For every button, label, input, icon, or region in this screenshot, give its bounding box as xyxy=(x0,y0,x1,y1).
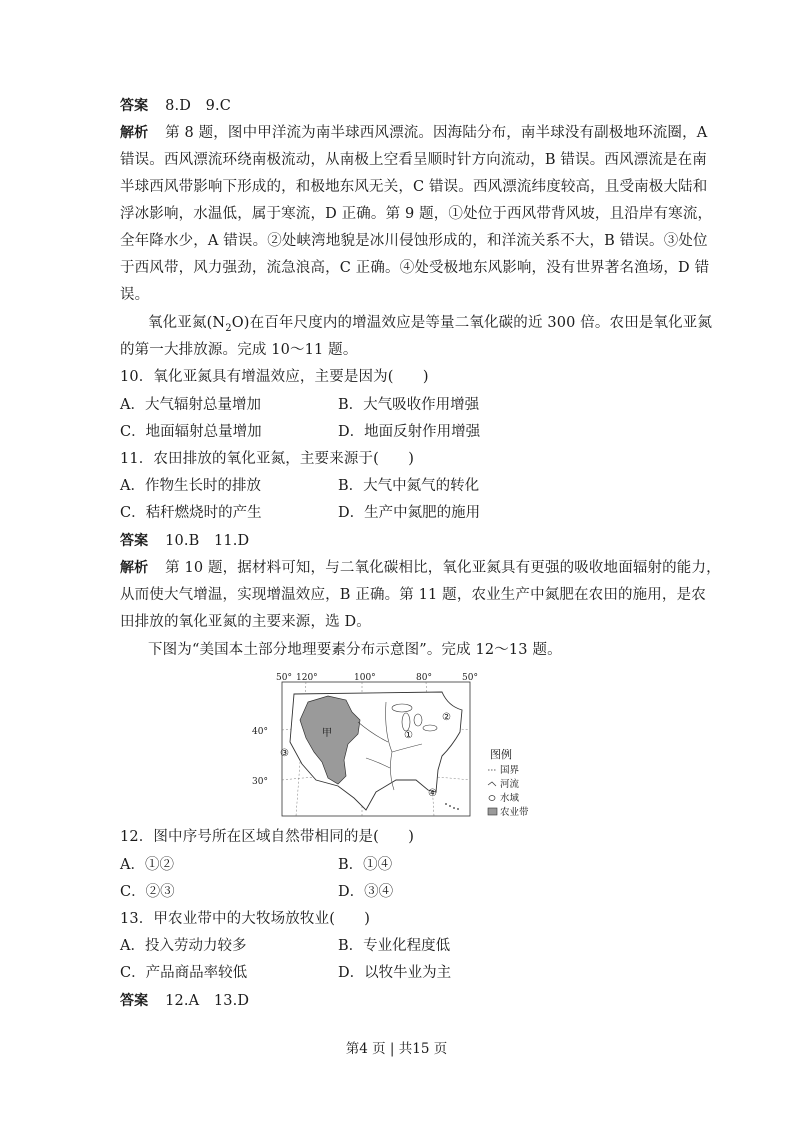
answer-label: 答案 xyxy=(120,98,149,114)
legend-item: 国界 xyxy=(500,765,520,776)
marker-1: ① xyxy=(404,730,413,741)
option-a[interactable]: A．投入劳动力较多 xyxy=(120,938,247,954)
option-a[interactable]: A．①② xyxy=(120,857,174,873)
question-stem: 13．甲农业带中的大牧场放牧业( ) xyxy=(120,911,371,927)
answer-value: 12.A 13.D xyxy=(165,993,250,1009)
option-b[interactable]: B．大气吸收作用增强 xyxy=(338,397,480,413)
analysis-text: 第 8 题，图中甲洋流为南半球西风漂流。因海陆分布，南半球没有副极地环流圈，A xyxy=(165,125,708,141)
analysis-line: 误。 xyxy=(120,287,150,303)
answer-line-10-11 xyxy=(120,531,680,551)
legend-item: 河流 xyxy=(500,779,520,790)
marker-4: ④ xyxy=(428,788,437,799)
answer-value: 10.B 11.D xyxy=(165,533,250,549)
material-intro xyxy=(148,313,713,339)
analysis-line: 全年降水少，A 错误。②处峡湾地貌是冰川侵蚀形成的，和洋流关系不大，B 错误。③处位 xyxy=(120,233,708,249)
lat-label: 30° xyxy=(252,777,268,787)
figure-intro: 下图为“美国本土部分地理要素分布示意图”。完成 12～13 题。 xyxy=(148,642,562,658)
lon-label: 50° xyxy=(462,673,478,683)
option-d[interactable]: D．地面反射作用增强 xyxy=(338,424,481,440)
option-b[interactable]: B．大气中氮气的转化 xyxy=(338,478,480,494)
option-c[interactable]: C．②③ xyxy=(120,884,175,900)
marker-2: ② xyxy=(442,712,451,723)
option-c[interactable]: C．产品商品率较低 xyxy=(120,965,248,981)
analysis-label: 解析 xyxy=(120,560,149,576)
lon-label: 50° xyxy=(276,673,292,683)
intro-text: 氧化亚氮(N xyxy=(148,315,226,331)
option-a[interactable]: A．大气辐射总量增加 xyxy=(120,397,261,413)
option-d[interactable]: D．生产中氮肥的施用 xyxy=(338,505,481,521)
answer-label: 答案 xyxy=(120,993,149,1009)
answer-line-12-13 xyxy=(120,991,680,1011)
analysis-line: 田排放的氧化亚氮的主要来源，选 D。 xyxy=(120,614,371,630)
option-d[interactable]: D．以牧牛业为主 xyxy=(338,965,452,981)
farm-belt-icon xyxy=(488,808,497,815)
river-icon xyxy=(488,782,496,786)
lat-label: 40° xyxy=(252,727,268,737)
answer-value: 8.D 9.C xyxy=(165,98,232,114)
lon-label: 100° xyxy=(354,673,376,683)
water-icon xyxy=(489,796,495,801)
analysis-line: 从而使大气增温，实现增温效应，B 正确。第 11 题，农业生产中氮肥在农田的施用，是农 xyxy=(120,587,706,603)
analysis-line xyxy=(120,123,708,143)
option-b[interactable]: B．专业化程度低 xyxy=(338,938,451,954)
map-legend xyxy=(488,747,529,818)
option-c[interactable]: C．秸秆燃烧时的产生 xyxy=(120,505,262,521)
analysis-line xyxy=(120,558,721,578)
subscript: 2 xyxy=(225,322,232,334)
option-b[interactable]: B．①④ xyxy=(338,857,393,873)
lon-label: 80° xyxy=(416,673,432,683)
answer-label: 答案 xyxy=(120,533,149,549)
analysis-line: 半球西风带影响下形成的，和极地东风无关，C 错误。西风漂流纬度较高，且受南极大陆和 xyxy=(120,179,708,195)
region-label-jia: 甲 xyxy=(322,728,332,739)
option-c[interactable]: C．地面辐射总量增加 xyxy=(120,424,262,440)
option-a[interactable]: A．作物生长时的排放 xyxy=(120,478,261,494)
analysis-line: 于西风带，风力强劲，流急浪高，C 正确。④处受极地东风影响，没有世界著名渔场，D 错 xyxy=(120,260,710,276)
legend-title: 图例 xyxy=(490,748,512,761)
usa-map-figure xyxy=(252,672,534,820)
material-intro: 的第一大排放源。完成 10～11 题。 xyxy=(120,342,358,358)
intro-text: O)在百年尺度内的增温效应是等量二氧化碳的近 300 倍。农田是氧化亚氮 xyxy=(231,315,713,331)
lon-label: 120° xyxy=(296,673,318,683)
question-stem: 10．氧化亚氮具有增温效应，主要是因为( ) xyxy=(120,369,429,385)
answer-line-8-9 xyxy=(120,96,680,116)
marker-3: ③ xyxy=(280,748,289,759)
legend-item: 水域 xyxy=(500,793,520,804)
option-d[interactable]: D．③④ xyxy=(338,884,394,900)
question-stem: 12．图中序号所在区域自然带相同的是( ) xyxy=(120,829,415,845)
analysis-text: 第 10 题，据材料可知，与二氧化碳相比，氧化亚氮具有更强的吸收地面辐射的能力， xyxy=(165,560,721,576)
analysis-line: 浮冰影响，水温低，属于寒流，D 正确。第 9 题，①处位于西风带背风坡，且沿岸有寒流， xyxy=(120,206,713,222)
question-stem: 11．农田排放的氧化亚氮，主要来源于( ) xyxy=(120,451,415,467)
page-footer: 第4 页 | 共15 页 xyxy=(345,1041,448,1057)
legend-item: 农业带 xyxy=(500,807,529,818)
analysis-label: 解析 xyxy=(120,125,149,141)
analysis-line: 错误。西风漂流环绕南极流动，从南极上空看呈顺时针方向流动，B 错误。西风漂流是在南 xyxy=(120,152,707,168)
